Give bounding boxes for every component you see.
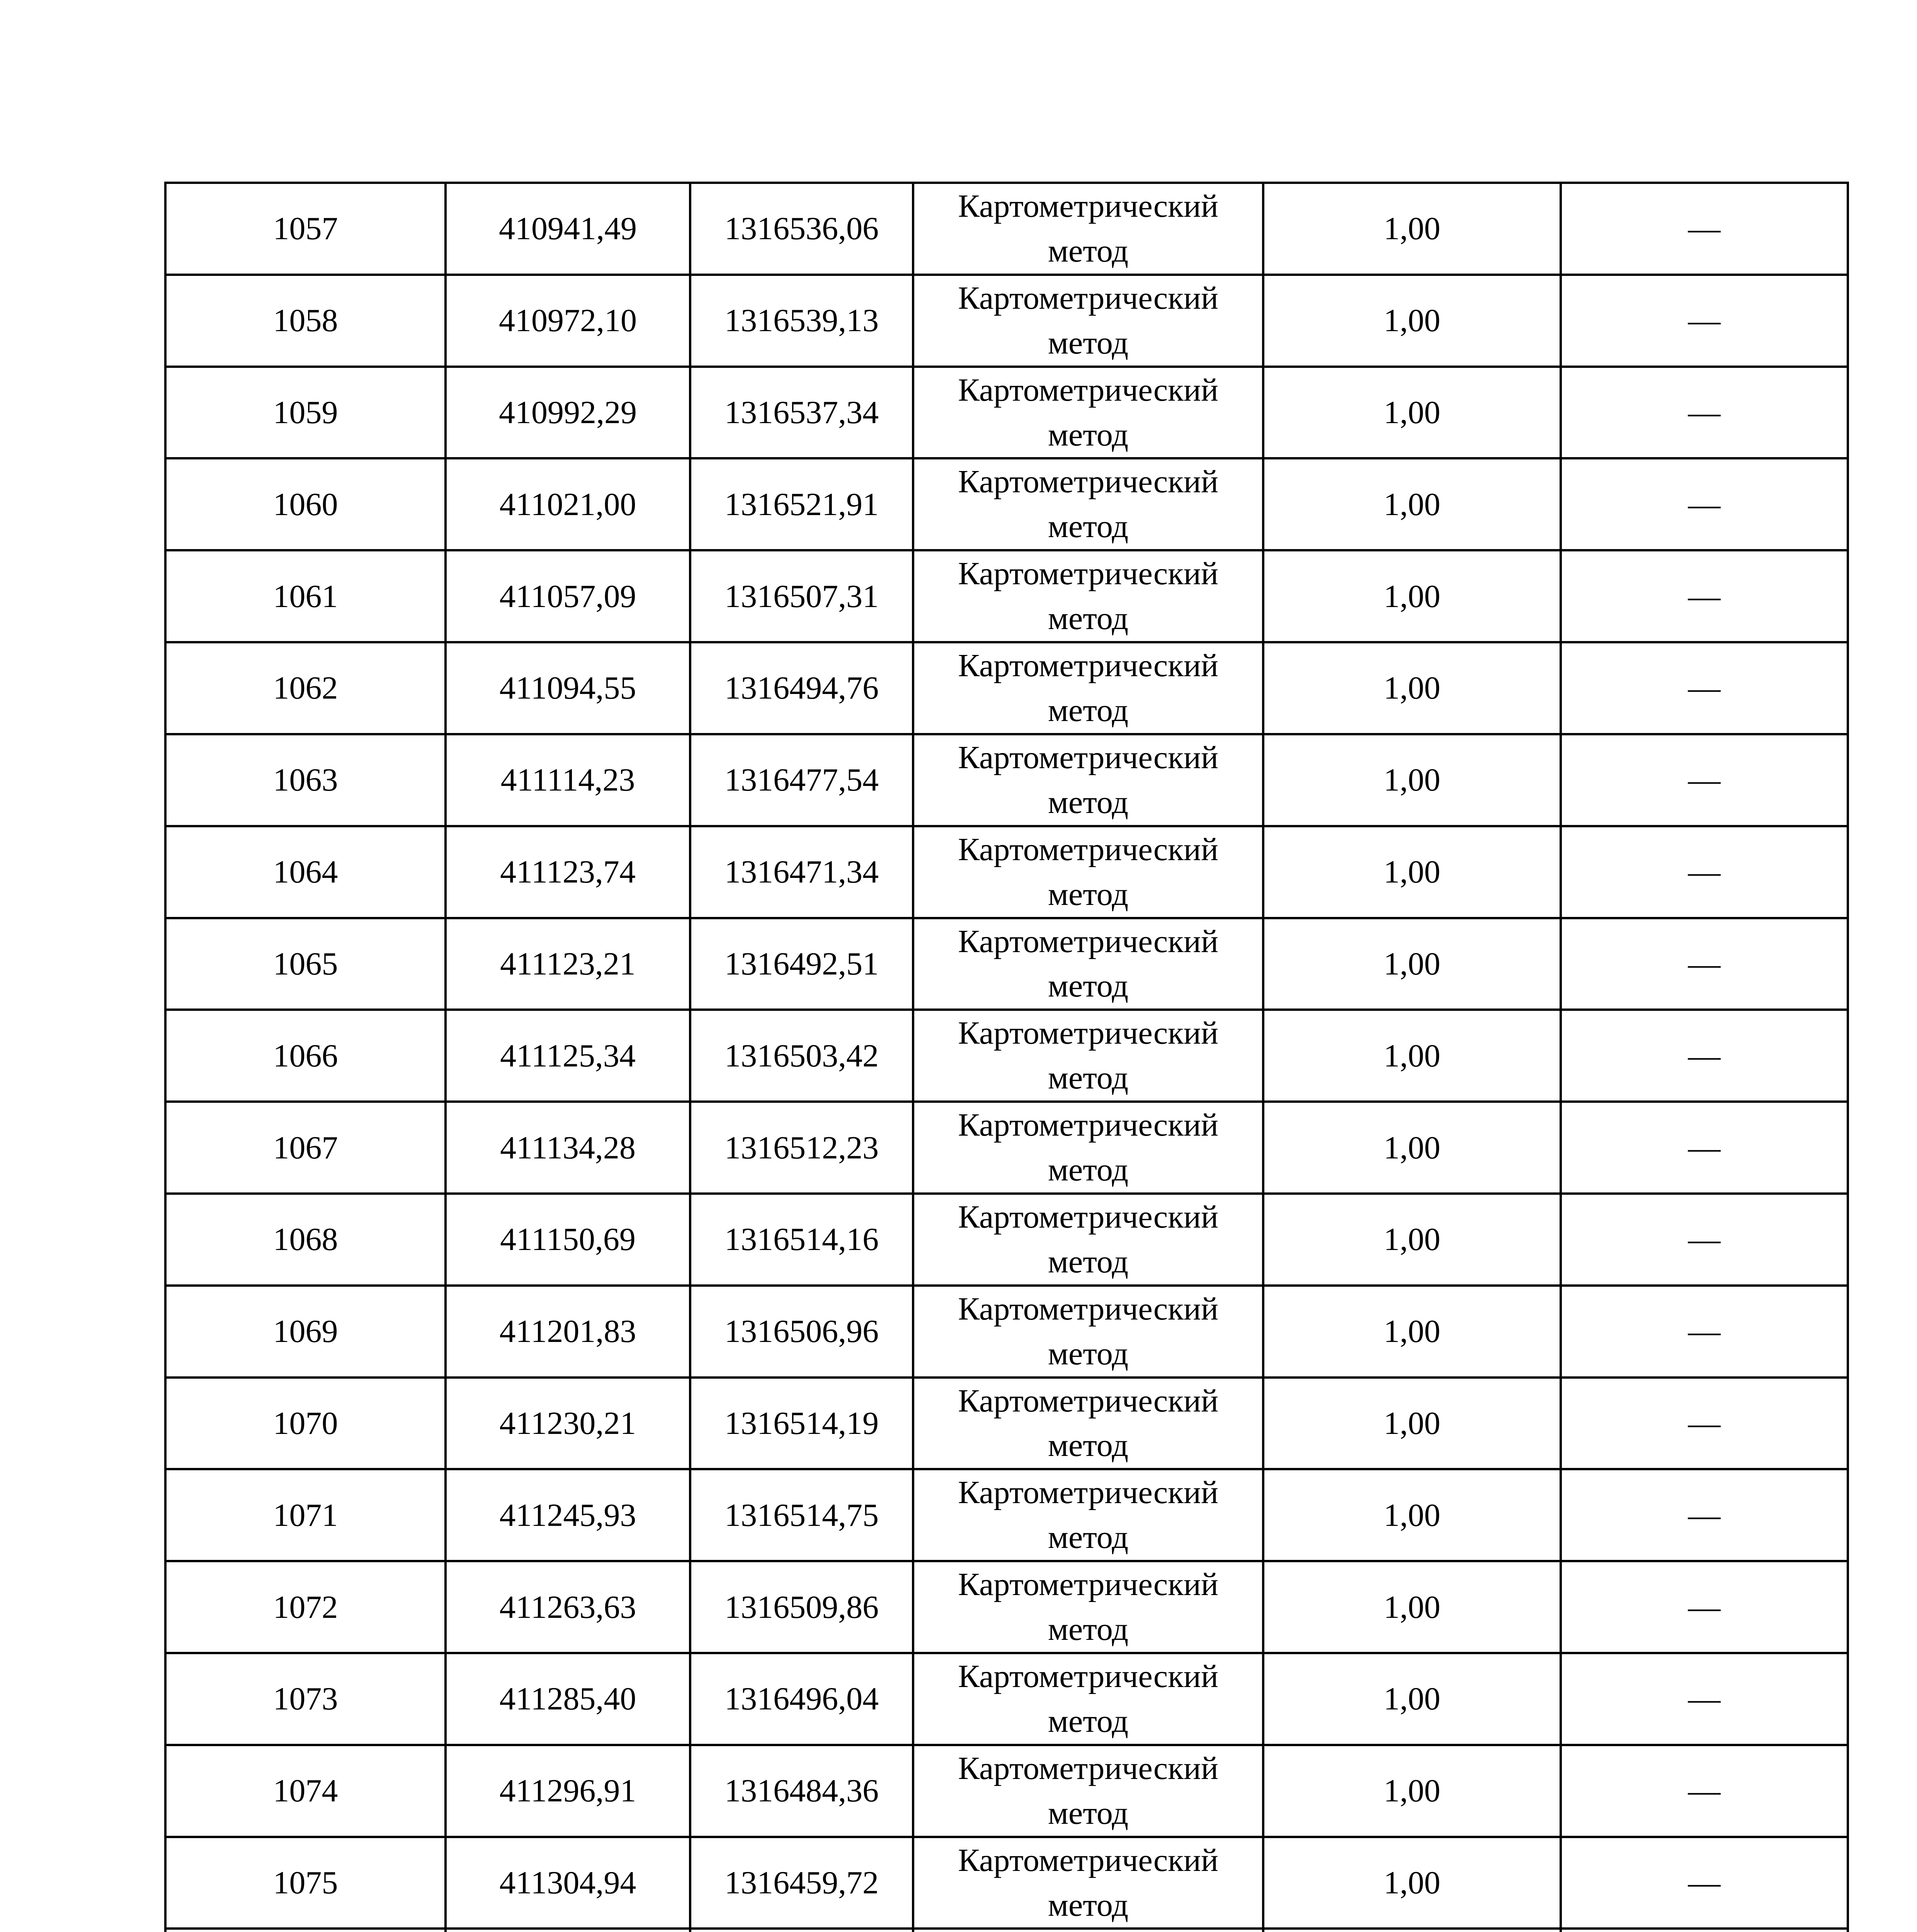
x-coordinate-cell-text: 411123,21 xyxy=(500,946,636,982)
x-coordinate-cell-text: 411114,23 xyxy=(500,762,635,798)
point-number-cell xyxy=(165,1653,446,1745)
method-cell-text: Картометрический метод xyxy=(958,648,1218,728)
method-cell-text: Картометрический метод xyxy=(958,188,1218,269)
method-cell xyxy=(913,918,1263,1010)
y-coordinate-cell xyxy=(690,458,913,550)
point-number-cell xyxy=(165,183,446,275)
accuracy-cell xyxy=(1263,1561,1561,1653)
point-number-cell-text: 1060 xyxy=(273,486,338,522)
accuracy-cell xyxy=(1263,734,1561,826)
y-coordinate-cell xyxy=(690,918,913,1010)
y-coordinate-cell-text: 1316536,06 xyxy=(725,211,879,247)
y-coordinate-cell-text: 1316514,75 xyxy=(725,1497,879,1533)
point-number-cell xyxy=(165,1010,446,1102)
method-cell xyxy=(913,183,1263,275)
y-coordinate-cell-text: 1316509,86 xyxy=(725,1589,879,1625)
x-coordinate-cell-text: 411021,00 xyxy=(499,486,636,522)
y-coordinate-cell xyxy=(690,1653,913,1745)
table-row xyxy=(165,1561,1848,1653)
method-cell xyxy=(913,1929,1263,1932)
table-row xyxy=(165,1102,1848,1194)
x-coordinate-cell-text: 411057,09 xyxy=(499,578,636,614)
point-number-cell xyxy=(165,1194,446,1286)
note-cell-text: — xyxy=(1688,1221,1721,1258)
x-coordinate-cell-text: 411245,93 xyxy=(499,1497,636,1533)
y-coordinate-cell xyxy=(690,1469,913,1561)
accuracy-cell-text: 1,00 xyxy=(1383,1313,1441,1350)
x-coordinate-cell-text: 411134,28 xyxy=(500,1129,636,1166)
x-coordinate-cell xyxy=(446,734,690,826)
method-cell xyxy=(913,1745,1263,1837)
accuracy-cell xyxy=(1263,458,1561,550)
table-row xyxy=(165,458,1848,550)
table-row xyxy=(165,1469,1848,1561)
method-cell xyxy=(913,458,1263,550)
y-coordinate-cell xyxy=(690,642,913,734)
method-cell-text: Картометрический метод xyxy=(958,280,1218,361)
y-coordinate-cell-text: 1316492,51 xyxy=(725,946,879,982)
point-number-cell-text: 1059 xyxy=(273,395,338,431)
y-coordinate-cell-text: 1316471,34 xyxy=(725,854,879,890)
table-row xyxy=(165,734,1848,826)
table-row xyxy=(165,1745,1848,1837)
accuracy-cell-text: 1,00 xyxy=(1383,1221,1441,1258)
accuracy-cell xyxy=(1263,1837,1561,1929)
method-cell-text: Картометрический метод xyxy=(958,1383,1218,1464)
table-row xyxy=(165,1010,1848,1102)
method-cell-text: Картометрический метод xyxy=(958,1750,1218,1831)
table-row xyxy=(165,1653,1848,1745)
point-number-cell-text: 1064 xyxy=(273,854,338,890)
x-coordinate-cell xyxy=(446,550,690,642)
note-cell xyxy=(1561,1102,1848,1194)
note-cell xyxy=(1561,1469,1848,1561)
note-cell-text: — xyxy=(1688,1681,1721,1717)
accuracy-cell xyxy=(1263,1010,1561,1102)
point-number-cell xyxy=(165,1102,446,1194)
point-number-cell xyxy=(165,550,446,642)
note-cell xyxy=(1561,1010,1848,1102)
note-cell-text: — xyxy=(1688,1129,1721,1166)
accuracy-cell-text: 1,00 xyxy=(1383,303,1441,339)
y-coordinate-cell xyxy=(690,1745,913,1837)
method-cell-text: Картометрический метод xyxy=(958,831,1218,912)
note-cell-text: — xyxy=(1688,1773,1721,1809)
x-coordinate-cell xyxy=(446,183,690,275)
x-coordinate-cell-text: 411230,21 xyxy=(499,1405,636,1441)
note-cell xyxy=(1561,183,1848,275)
method-cell xyxy=(913,275,1263,367)
accuracy-cell xyxy=(1263,642,1561,734)
y-coordinate-cell-text: 1316484,36 xyxy=(725,1773,879,1809)
note-cell xyxy=(1561,550,1848,642)
x-coordinate-cell-text: 411125,34 xyxy=(500,1037,636,1074)
note-cell-text: — xyxy=(1688,1037,1721,1074)
x-coordinate-cell-text: 410972,10 xyxy=(499,303,637,339)
point-number-cell-text: 1071 xyxy=(273,1497,338,1533)
y-coordinate-cell-text: 1316507,31 xyxy=(725,578,879,614)
x-coordinate-cell-text: 411304,94 xyxy=(499,1865,636,1901)
accuracy-cell-text: 1,00 xyxy=(1383,211,1441,247)
y-coordinate-cell xyxy=(690,183,913,275)
accuracy-cell xyxy=(1263,550,1561,642)
point-number-cell-text: 1062 xyxy=(273,670,338,706)
point-number-cell-text: 1075 xyxy=(273,1865,338,1901)
x-coordinate-cell xyxy=(446,1102,690,1194)
accuracy-cell-text: 1,00 xyxy=(1383,1037,1441,1074)
point-number-cell xyxy=(165,1561,446,1653)
x-coordinate-cell xyxy=(446,275,690,367)
method-cell xyxy=(913,734,1263,826)
table-body xyxy=(165,183,1848,1932)
point-number-cell xyxy=(165,642,446,734)
x-coordinate-cell xyxy=(446,1653,690,1745)
x-coordinate-cell xyxy=(446,1194,690,1286)
x-coordinate-cell xyxy=(446,1561,690,1653)
note-cell xyxy=(1561,1929,1848,1932)
point-number-cell xyxy=(165,1286,446,1378)
note-cell-text: — xyxy=(1688,1497,1721,1533)
y-coordinate-cell xyxy=(690,367,913,459)
table-row xyxy=(165,1929,1848,1932)
accuracy-cell xyxy=(1263,1378,1561,1469)
y-coordinate-cell-text: 1316521,91 xyxy=(725,486,879,522)
method-cell xyxy=(913,367,1263,459)
note-cell-text: — xyxy=(1688,486,1721,522)
table-row xyxy=(165,550,1848,642)
note-cell-text: — xyxy=(1688,854,1721,890)
point-number-cell-text: 1070 xyxy=(273,1405,338,1441)
y-coordinate-cell-text: 1316512,23 xyxy=(725,1129,879,1166)
y-coordinate-cell-text: 1316459,72 xyxy=(725,1865,879,1901)
point-number-cell-text: 1066 xyxy=(273,1037,338,1074)
point-number-cell-text: 1072 xyxy=(273,1589,338,1625)
method-cell-text: Картометрический метод xyxy=(958,1842,1218,1923)
y-coordinate-cell xyxy=(690,1837,913,1929)
x-coordinate-cell xyxy=(446,1929,690,1932)
method-cell-text: Картометрический метод xyxy=(958,1199,1218,1280)
note-cell-text: — xyxy=(1688,1589,1721,1625)
point-number-cell xyxy=(165,367,446,459)
y-coordinate-cell-text: 1316477,54 xyxy=(725,762,879,798)
x-coordinate-cell-text: 411123,74 xyxy=(500,854,636,890)
point-number-cell xyxy=(165,1837,446,1929)
note-cell-text: — xyxy=(1688,1865,1721,1901)
point-number-cell-text: 1067 xyxy=(273,1129,338,1166)
method-cell xyxy=(913,1378,1263,1469)
method-cell-text: Картометрический метод xyxy=(958,1566,1218,1648)
method-cell-text: Картометрический метод xyxy=(958,1107,1218,1188)
x-coordinate-cell-text: 411150,69 xyxy=(500,1221,636,1258)
note-cell xyxy=(1561,1286,1848,1378)
x-coordinate-cell-text: 410941,49 xyxy=(499,211,637,247)
method-cell-text: Картометрический метод xyxy=(958,1658,1218,1739)
y-coordinate-cell xyxy=(690,1561,913,1653)
point-number-cell xyxy=(165,1469,446,1561)
table-row xyxy=(165,918,1848,1010)
table-row xyxy=(165,1194,1848,1286)
point-number-cell-text: 1068 xyxy=(273,1221,338,1258)
accuracy-cell-text: 1,00 xyxy=(1383,486,1441,522)
point-number-cell xyxy=(165,275,446,367)
point-number-cell xyxy=(165,1378,446,1469)
point-number-cell xyxy=(165,1929,446,1932)
note-cell xyxy=(1561,826,1848,918)
accuracy-cell xyxy=(1263,1194,1561,1286)
method-cell-text xyxy=(914,1930,1262,1932)
y-coordinate-cell xyxy=(690,826,913,918)
y-coordinate-cell-text: 1316539,13 xyxy=(725,303,879,339)
accuracy-cell xyxy=(1263,1653,1561,1745)
y-coordinate-cell xyxy=(690,1378,913,1469)
note-cell xyxy=(1561,734,1848,826)
point-number-cell-text: 1063 xyxy=(273,762,338,798)
point-number-cell xyxy=(165,918,446,1010)
point-number-cell xyxy=(165,826,446,918)
note-cell xyxy=(1561,275,1848,367)
note-cell xyxy=(1561,1561,1848,1653)
note-cell xyxy=(1561,918,1848,1010)
x-coordinate-cell xyxy=(446,1469,690,1561)
table-row xyxy=(165,826,1848,918)
point-number-cell xyxy=(165,1745,446,1837)
point-number-cell-text: 1065 xyxy=(273,946,338,982)
table-row xyxy=(165,1286,1848,1378)
accuracy-cell-text: 1,00 xyxy=(1383,1773,1441,1809)
y-coordinate-cell xyxy=(690,1102,913,1194)
y-coordinate-cell-text: 1316496,04 xyxy=(725,1681,879,1717)
coordinates-table xyxy=(164,182,1849,1932)
y-coordinate-cell xyxy=(690,1929,913,1932)
accuracy-cell-text: 1,00 xyxy=(1383,1865,1441,1901)
accuracy-cell-text: 1,00 xyxy=(1383,1681,1441,1717)
method-cell-text: Картометрический метод xyxy=(958,372,1218,453)
note-cell-text: — xyxy=(1688,303,1721,339)
note-cell-text: — xyxy=(1688,762,1721,798)
accuracy-cell-text: 1,00 xyxy=(1383,1589,1441,1625)
y-coordinate-cell xyxy=(690,550,913,642)
accuracy-cell-text: 1,00 xyxy=(1383,1405,1441,1441)
note-cell-text: — xyxy=(1688,670,1721,706)
method-cell-text: Картометрический метод xyxy=(958,1015,1218,1096)
x-coordinate-cell-text: 411296,91 xyxy=(499,1773,636,1809)
table-row xyxy=(165,1837,1848,1929)
y-coordinate-cell xyxy=(690,1194,913,1286)
accuracy-cell xyxy=(1263,1745,1561,1837)
note-cell xyxy=(1561,1837,1848,1929)
point-number-cell-text: 1057 xyxy=(273,211,338,247)
y-coordinate-cell-text: 1316503,42 xyxy=(725,1037,879,1074)
method-cell xyxy=(913,1286,1263,1378)
table-row xyxy=(165,275,1848,367)
accuracy-cell xyxy=(1263,918,1561,1010)
table-row xyxy=(165,642,1848,734)
x-coordinate-cell-text: 410992,29 xyxy=(499,395,637,431)
method-cell xyxy=(913,642,1263,734)
x-coordinate-cell-text: 411094,55 xyxy=(499,670,636,706)
table-row xyxy=(165,183,1848,275)
point-number-cell xyxy=(165,458,446,550)
accuracy-cell-text: 1,00 xyxy=(1383,1129,1441,1166)
method-cell xyxy=(913,1469,1263,1561)
method-cell xyxy=(913,1010,1263,1102)
note-cell-text: — xyxy=(1688,1405,1721,1441)
table-row xyxy=(165,1378,1848,1469)
y-coordinate-cell-text: 1316494,76 xyxy=(725,670,879,706)
accuracy-cell-text: 1,00 xyxy=(1383,854,1441,890)
note-cell xyxy=(1561,642,1848,734)
method-cell-text: Картометрический метод xyxy=(958,1291,1218,1372)
y-coordinate-cell-text: 1316514,16 xyxy=(725,1221,879,1258)
note-cell xyxy=(1561,1745,1848,1837)
point-number-cell-text: 1069 xyxy=(273,1313,338,1350)
method-cell xyxy=(913,826,1263,918)
accuracy-cell-text: 1,00 xyxy=(1383,1497,1441,1533)
note-cell xyxy=(1561,367,1848,459)
method-cell xyxy=(913,1102,1263,1194)
accuracy-cell xyxy=(1263,826,1561,918)
point-number-cell-text: 1074 xyxy=(273,1773,338,1809)
x-coordinate-cell xyxy=(446,1010,690,1102)
y-coordinate-cell-text: 1316537,34 xyxy=(725,395,879,431)
method-cell-text: Картометрический метод xyxy=(958,556,1218,637)
note-cell-text: — xyxy=(1688,578,1721,614)
x-coordinate-cell xyxy=(446,367,690,459)
accuracy-cell-text: 1,00 xyxy=(1383,578,1441,614)
x-coordinate-cell-text: 411285,40 xyxy=(499,1681,636,1717)
method-cell xyxy=(913,1194,1263,1286)
y-coordinate-cell xyxy=(690,734,913,826)
x-coordinate-cell xyxy=(446,1286,690,1378)
y-coordinate-cell-text: 1316514,19 xyxy=(725,1405,879,1441)
point-number-cell xyxy=(165,734,446,826)
x-coordinate-cell xyxy=(446,918,690,1010)
method-cell xyxy=(913,1561,1263,1653)
x-coordinate-cell xyxy=(446,458,690,550)
method-cell-text: Картометрический метод xyxy=(958,923,1218,1004)
note-cell-text: — xyxy=(1688,211,1721,247)
x-coordinate-cell-text: 411201,83 xyxy=(499,1313,636,1350)
table-row xyxy=(165,367,1848,459)
point-number-cell-text: 1061 xyxy=(273,578,338,614)
accuracy-cell-text: 1,00 xyxy=(1383,395,1441,431)
method-cell-text: Картометрический метод xyxy=(958,1475,1218,1556)
accuracy-cell-text: 1,00 xyxy=(1383,762,1441,798)
method-cell xyxy=(913,1837,1263,1929)
note-cell-text: — xyxy=(1688,946,1721,982)
method-cell xyxy=(913,550,1263,642)
note-cell xyxy=(1561,1653,1848,1745)
accuracy-cell xyxy=(1263,1929,1561,1932)
note-cell-text: — xyxy=(1688,1313,1721,1350)
x-coordinate-cell-text: 411263,63 xyxy=(499,1589,636,1625)
x-coordinate-cell xyxy=(446,1378,690,1469)
accuracy-cell-text: 1,00 xyxy=(1383,670,1441,706)
x-coordinate-cell xyxy=(446,1837,690,1929)
accuracy-cell xyxy=(1263,1286,1561,1378)
x-coordinate-cell xyxy=(446,642,690,734)
accuracy-cell xyxy=(1263,1469,1561,1561)
note-cell xyxy=(1561,458,1848,550)
method-cell xyxy=(913,1653,1263,1745)
note-cell-text: — xyxy=(1688,395,1721,431)
y-coordinate-cell xyxy=(690,1010,913,1102)
note-cell xyxy=(1561,1194,1848,1286)
accuracy-cell xyxy=(1263,183,1561,275)
point-number-cell-text: 1058 xyxy=(273,303,338,339)
method-cell-text: Картометрический метод xyxy=(958,464,1218,545)
y-coordinate-cell xyxy=(690,1286,913,1378)
accuracy-cell-text: 1,00 xyxy=(1383,946,1441,982)
accuracy-cell xyxy=(1263,367,1561,459)
y-coordinate-cell xyxy=(690,275,913,367)
note-cell xyxy=(1561,1378,1848,1469)
x-coordinate-cell xyxy=(446,1745,690,1837)
x-coordinate-cell xyxy=(446,826,690,918)
y-coordinate-cell-text: 1316506,96 xyxy=(725,1313,879,1350)
accuracy-cell xyxy=(1263,275,1561,367)
point-number-cell-text: 1073 xyxy=(273,1681,338,1717)
accuracy-cell xyxy=(1263,1102,1561,1194)
method-cell-text: Картометрический метод xyxy=(958,739,1218,820)
